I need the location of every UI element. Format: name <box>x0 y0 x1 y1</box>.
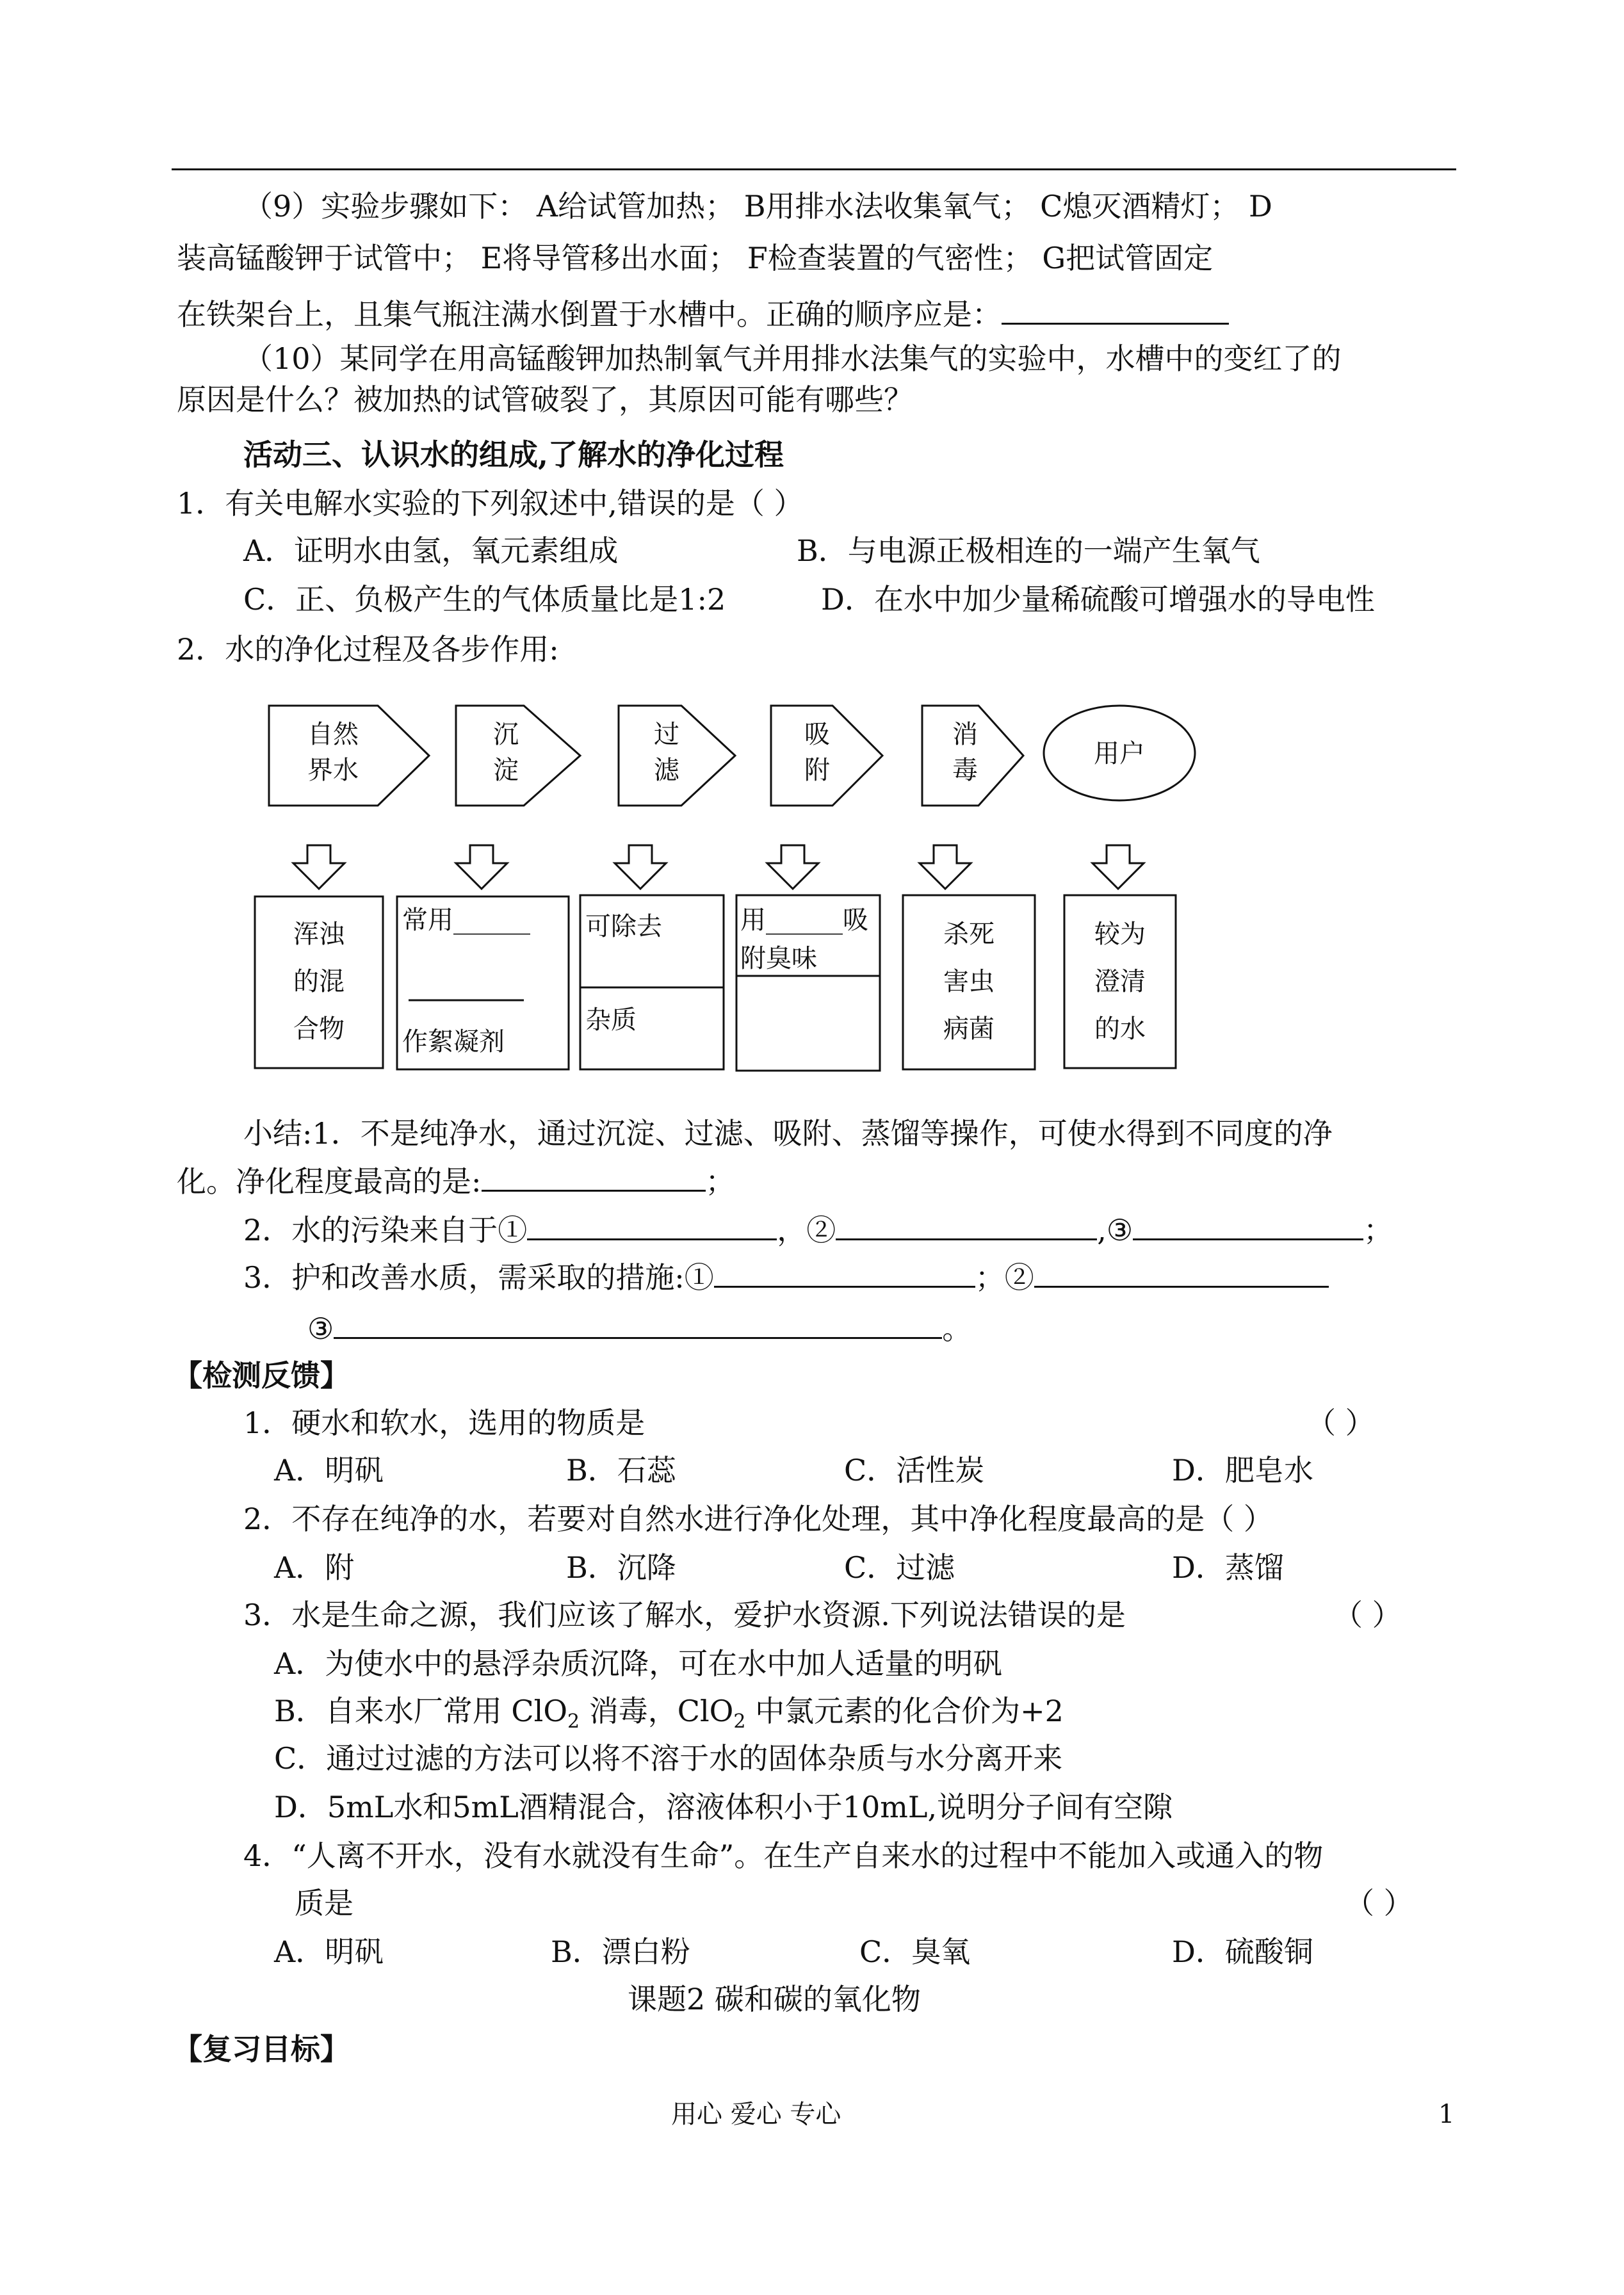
down-arrow-5 <box>920 845 971 889</box>
fb3-option-d: D．5mL水和5mL酒精混合，溶液体积小于10mL,说明分子间有空隙 <box>274 1790 1173 1824</box>
measure-blank-3[interactable] <box>334 1308 942 1339</box>
pollution-source-blank-2[interactable] <box>836 1209 1097 1240</box>
summary-line-3-end: ； <box>1363 1213 1393 1247</box>
fb3-stem: 3．水是生命之源，我们应该了解水，爱护水资源.下列说法错误的是 <box>243 1598 1126 1632</box>
step-natural-water <box>269 706 429 806</box>
a3q1-option-d: D．在水中加少量稀硫酸可增强水的导电性 <box>821 582 1375 617</box>
user-ellipse <box>1044 706 1195 800</box>
fb4-option-a: A．明矾 <box>274 1934 384 1969</box>
q9-line-3 <box>177 293 1229 334</box>
summary-line-4-text-a: 3．护和改善水质，需采取的措施:① <box>243 1260 714 1295</box>
q9-line-3-text: 在铁架台上，且集气瓶注满水倒置于水槽中。正确的顺序应是： <box>177 297 1002 332</box>
box-3-top-text: 可除去 <box>585 912 662 941</box>
fb4-line-1: 4．“人离不开水，没有水就没有生命”。在生产自来水的过程中不能加入或通入的物 <box>243 1838 1324 1873</box>
q9-answer-blank[interactable] <box>1002 293 1229 325</box>
fb4-paren: （ ） <box>1345 1886 1413 1920</box>
summary-line-5-text-a: ③ <box>307 1311 334 1346</box>
box-5-line-1: 杀死 <box>943 920 995 949</box>
box-2-bottom-text: 作絮凝剂 <box>402 1027 505 1057</box>
summary-blank-highest[interactable] <box>482 1160 706 1192</box>
fb3-option-a: A．为使水中的悬浮杂质沉降，可在水中加人适量的明矾 <box>274 1646 1003 1681</box>
step-natural-water-line-2: 界水 <box>307 756 359 785</box>
summary-line-3-text-a: 2．水的污染来自于① <box>243 1213 528 1247</box>
summary-line-5-end: 。 <box>942 1311 972 1346</box>
measure-blank-1[interactable] <box>714 1256 975 1288</box>
summary-line-4-text-b: ；② <box>975 1260 1034 1295</box>
summary-line-2-end: ； <box>705 1164 735 1199</box>
step-adsorption <box>771 706 882 806</box>
fb3-paren: （ ） <box>1333 1598 1402 1632</box>
a3q1-option-b: B．与电源正极相连的一端产生氧气 <box>797 533 1260 568</box>
step-adsorption-line-1: 吸 <box>804 720 830 749</box>
q9-line-2: 装高锰酸钾于试管中； E将导管移出水面； F检查装置的气密性； G把试管固定 <box>177 241 1214 275</box>
box-1-line-1: 浑浊 <box>293 920 345 949</box>
down-arrow-4 <box>767 845 818 889</box>
fb4-option-d: D．硫酸铜 <box>1172 1934 1313 1969</box>
box-1-line-3: 合物 <box>293 1014 345 1044</box>
user-label: 用户 <box>1094 739 1145 768</box>
step-disinfection-line-2: 毒 <box>952 756 978 785</box>
measure-blank-2[interactable] <box>1034 1256 1329 1288</box>
summary-line-3-text-c: ,③ <box>1097 1213 1133 1247</box>
summary-line-2 <box>177 1160 735 1201</box>
fb2-option-c: C．过滤 <box>844 1550 955 1585</box>
a3q1-option-a: A．证明水由氢，氧元素组成 <box>243 533 619 568</box>
step-filtration <box>619 706 735 806</box>
box-remove-impurities <box>580 895 724 1069</box>
fb4-line-2: 质是 <box>295 1886 353 1920</box>
down-arrow-1 <box>293 845 345 889</box>
a3q2-stem: 2．水的净化过程及各步作用: <box>177 632 559 667</box>
summary-line-5 <box>307 1308 971 1348</box>
box-6-line-2: 澄清 <box>1094 967 1146 996</box>
step-filtration-line-1: 过 <box>654 720 679 749</box>
down-arrow-3 <box>615 845 666 889</box>
box-4-line-1: 用______吸 <box>740 905 868 935</box>
box-flocculant <box>397 896 569 1069</box>
fb1-option-b: B．石蕊 <box>566 1453 676 1488</box>
step-natural-water-line-1: 自然 <box>307 720 359 749</box>
a3q1-option-c: C．正、负极产生的气体质量比是1:2 <box>243 582 726 617</box>
box-1-line-2: 的混 <box>293 967 345 996</box>
box-3-bottom-text: 杂质 <box>585 1005 637 1035</box>
fb1-paren: （ ） <box>1306 1406 1375 1440</box>
fb2-option-a: A．附 <box>274 1550 355 1585</box>
fb4-option-c: C．臭氧 <box>859 1934 971 1969</box>
q10-line-2: 原因是什么？被加热的试管破裂了，其原因可能有哪些？ <box>177 382 913 417</box>
fb3-option-c: C．通过过滤的方法可以将不溶于水的固体杂质与水分离开来 <box>274 1741 1063 1776</box>
lesson2-title: 课题2 碳和碳的氧化物 <box>628 1982 921 2016</box>
page-number: 1 <box>1438 2100 1455 2129</box>
box-clear-water <box>1064 895 1176 1068</box>
box-6-line-3: 的水 <box>1094 1014 1146 1044</box>
fb3-option-b-sub-2: 2 <box>733 1710 746 1733</box>
q10-line-1: （10）某同学在用高锰酸钾加热制氧气并用排水法集气的实验中，水槽中的变红了的 <box>243 341 1342 376</box>
fb2-option-b: B．沉降 <box>566 1550 676 1585</box>
box-adsorb-odor <box>736 895 880 1071</box>
fb2-option-d: D．蒸馏 <box>1172 1550 1284 1585</box>
step-sedimentation-line-1: 沉 <box>493 720 519 749</box>
fb1-stem: 1．硬水和软水，选用的物质是 <box>243 1406 646 1440</box>
box-6-line-1: 较为 <box>1094 920 1146 949</box>
box-4-line-2: 附臭味 <box>740 944 817 973</box>
q9-line-1: （9）实验步骤如下： A给试管加热； B用排水法收集氧气； C熄灭酒精灯； D <box>243 189 1272 223</box>
activity3-title: 活动三、认识水的组成,了解水的净化过程 <box>243 437 784 472</box>
summary-line-1: 小结:1．不是纯净水，通过沉淀、过滤、吸附、蒸馏等操作，可使水得到不同度的净 <box>243 1116 1333 1151</box>
fb1-option-a: A．明矾 <box>274 1453 384 1488</box>
box-5-line-3: 病菌 <box>943 1014 995 1044</box>
step-disinfection <box>922 706 1023 806</box>
summary-line-4 <box>243 1256 1329 1297</box>
step-sedimentation <box>456 706 580 806</box>
step-sedimentation-line-2: 淀 <box>493 756 519 785</box>
step-filtration-line-2: 滤 <box>654 756 679 785</box>
step-disinfection-line-1: 消 <box>952 720 978 749</box>
summary-line-2-text: 化。净化程度最高的是: <box>177 1164 482 1199</box>
step-adsorption-line-2: 附 <box>804 756 830 785</box>
fb3-option-b-mid: 消毒，ClO <box>580 1694 734 1728</box>
feedback-title: 【检测反馈】 <box>173 1358 350 1393</box>
fb3-option-b-sub-1: 2 <box>567 1710 580 1733</box>
a3q1-stem: 1．有关电解水实验的下列叙述中,错误的是（ ） <box>177 486 804 521</box>
header-rule <box>172 168 1456 170</box>
fb4-option-b: B．漂白粉 <box>551 1934 690 1969</box>
review-goals-title: 【复习目标】 <box>173 2032 350 2066</box>
pollution-source-blank-1[interactable] <box>527 1209 777 1240</box>
pollution-source-blank-3[interactable] <box>1133 1209 1363 1240</box>
fb3-option-b <box>274 1692 1064 1741</box>
footer-motto: 用心 爱心 专心 <box>671 2100 841 2129</box>
down-arrows <box>293 845 1144 889</box>
summary-line-3 <box>243 1209 1393 1249</box>
down-arrow-2 <box>456 845 507 889</box>
box-kill-pests <box>903 895 1035 1069</box>
box-turbid-mixture <box>255 896 383 1068</box>
fb1-option-d: D．肥皂水 <box>1172 1453 1313 1488</box>
fb3-option-b-post: 中氯元素的化合价为+2 <box>745 1694 1064 1728</box>
down-arrow-6 <box>1092 845 1144 889</box>
box-2-top-text: 常用______ <box>402 905 530 935</box>
fb3-option-b-pre: B．自来水厂常用 ClO <box>274 1694 568 1728</box>
summary-line-3-text-b: ，② <box>777 1213 836 1247</box>
water-purification-diagram <box>237 692 1210 1089</box>
box-5-line-2: 害虫 <box>943 967 995 996</box>
fb2-stem: 2．不存在纯净的水，若要对自然水进行净化处理，其中净化程度最高的是（ ） <box>243 1502 1273 1536</box>
fb1-option-c: C．活性炭 <box>844 1453 985 1488</box>
